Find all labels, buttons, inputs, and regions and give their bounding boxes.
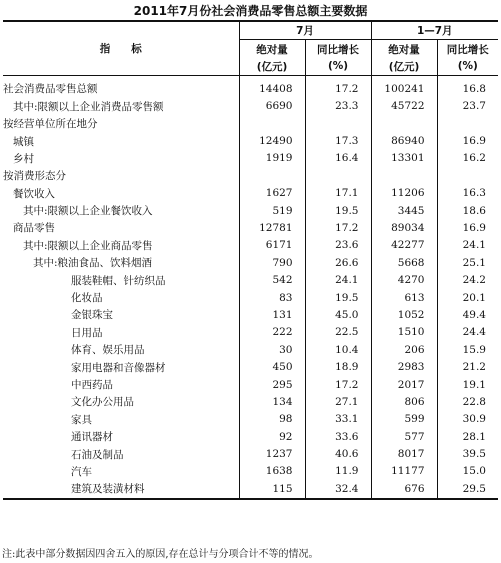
row-label: 日用品 xyxy=(3,324,239,341)
table-row xyxy=(3,150,498,167)
cell-july-yoy: 32.4 xyxy=(305,480,371,498)
cell-july-yoy: 16.4 xyxy=(305,150,371,167)
row-label: 汽车 xyxy=(3,463,239,480)
header-abs-cum: 绝对量 xyxy=(371,40,437,58)
header-group-jan-jul: 1—7月 xyxy=(371,21,498,40)
cell-july-abs: 131 xyxy=(239,306,305,323)
cell-cum-abs: 89034 xyxy=(371,219,437,236)
cell-cum-yoy: 19.1 xyxy=(462,378,486,391)
cell-cum-yoy: 30.9 xyxy=(462,413,486,426)
cell-cum-abs: 45722 xyxy=(371,98,437,115)
row-label: 其中:限额以上企业消费品零售额 xyxy=(3,98,239,115)
row-label: 通讯器材 xyxy=(3,428,239,445)
cell-cum-abs: 11177 xyxy=(371,463,437,480)
cell-cum-abs: 4270 xyxy=(371,271,437,288)
cell-july-abs: 790 xyxy=(239,254,305,271)
table-row xyxy=(3,76,498,98)
data-table xyxy=(3,20,498,500)
row-label: 中西药品 xyxy=(3,376,239,393)
cell-cum-yoy: 22.8 xyxy=(462,395,486,408)
cell-july-yoy: 23.3 xyxy=(305,98,371,115)
cell-cum-abs: 613 xyxy=(371,289,437,306)
cell-july-yoy: 45.0 xyxy=(305,306,371,323)
cell-cum-abs: 1052 xyxy=(371,306,437,323)
cell-cum-yoy: 16.3 xyxy=(462,187,486,200)
header-yoy-cum: 同比增长 xyxy=(446,43,489,56)
table-row xyxy=(3,445,498,462)
table-row xyxy=(3,376,498,393)
cell-july-abs: 1627 xyxy=(239,185,305,202)
cell-july-abs xyxy=(239,167,305,184)
header-indicator: 指 标 xyxy=(3,21,239,76)
header-yoy-july: 同比增长 xyxy=(305,40,371,58)
table-row xyxy=(3,480,498,498)
cell-cum-abs: 5668 xyxy=(371,254,437,271)
table-row xyxy=(3,428,498,445)
row-label: 建筑及装潢材料 xyxy=(3,480,239,498)
table-row xyxy=(3,289,498,306)
cell-july-abs: 6171 xyxy=(239,237,305,254)
cell-july-abs: 12781 xyxy=(239,219,305,236)
cell-july-abs: 6690 xyxy=(239,98,305,115)
cell-july-yoy: 18.9 xyxy=(305,358,371,375)
row-label: 石油及制品 xyxy=(3,445,239,462)
cell-cum-abs: 42277 xyxy=(371,237,437,254)
cell-cum-abs: 206 xyxy=(371,341,437,358)
cell-july-yoy: 24.1 xyxy=(305,271,371,288)
cell-july-abs: 1237 xyxy=(239,445,305,462)
cell-july-yoy: 23.6 xyxy=(305,237,371,254)
cell-july-abs: 1638 xyxy=(239,463,305,480)
row-label: 社会消费品零售总额 xyxy=(3,76,239,98)
table-row xyxy=(3,411,498,428)
table-row xyxy=(3,463,498,480)
cell-july-yoy xyxy=(305,167,371,184)
cell-july-yoy: 10.4 xyxy=(305,341,371,358)
cell-cum-yoy: 16.8 xyxy=(462,82,486,95)
row-label: 商品零售 xyxy=(3,219,239,236)
header-abs-unit-july: (亿元) xyxy=(239,58,305,76)
cell-july-abs xyxy=(239,115,305,132)
cell-july-abs: 98 xyxy=(239,411,305,428)
cell-july-abs: 134 xyxy=(239,393,305,410)
cell-july-abs: 12490 xyxy=(239,132,305,149)
cell-cum-abs: 1510 xyxy=(371,324,437,341)
cell-cum-abs: 2017 xyxy=(371,376,437,393)
cell-july-abs: 115 xyxy=(239,480,305,498)
table-row xyxy=(3,237,498,254)
cell-cum-yoy: 29.5 xyxy=(437,480,498,498)
row-label: 金银珠宝 xyxy=(3,306,239,323)
footnote: 注:此表中部分数据因四舍五入的原因,存在总计与分项合计不等的情况。 xyxy=(2,549,319,560)
cell-cum-yoy xyxy=(437,115,498,132)
cell-july-yoy: 33.6 xyxy=(305,428,371,445)
cell-july-yoy: 33.1 xyxy=(305,411,371,428)
cell-july-abs: 222 xyxy=(239,324,305,341)
cell-cum-abs: 806 xyxy=(371,393,437,410)
table-row xyxy=(3,306,498,323)
cell-cum-abs: 676 xyxy=(371,480,437,498)
cell-july-abs: 14408 xyxy=(239,76,305,98)
cell-cum-yoy: 18.6 xyxy=(462,204,486,217)
table-body xyxy=(3,76,498,499)
cell-july-yoy: 19.5 xyxy=(305,289,371,306)
cell-cum-yoy: 24.2 xyxy=(462,274,486,287)
table-row xyxy=(3,202,498,219)
header-yoy-unit-july: (%) xyxy=(305,58,371,76)
row-label: 家用电器和音像器材 xyxy=(3,358,239,375)
cell-cum-yoy: 24.1 xyxy=(462,239,486,252)
cell-july-yoy: 17.2 xyxy=(305,76,371,98)
cell-july-abs: 30 xyxy=(239,341,305,358)
row-label: 家具 xyxy=(3,411,239,428)
row-label: 其中:限额以上企业餐饮收入 xyxy=(3,202,239,219)
cell-cum-abs: 86940 xyxy=(371,132,437,149)
cell-cum-abs: 577 xyxy=(371,428,437,445)
header-abs-unit-cum: (亿元) xyxy=(371,58,437,76)
cell-july-abs: 450 xyxy=(239,358,305,375)
row-label: 按消费形态分 xyxy=(3,167,239,184)
cell-july-abs: 1919 xyxy=(239,150,305,167)
table-row xyxy=(3,254,498,271)
cell-cum-yoy: 25.1 xyxy=(462,256,486,269)
table-row xyxy=(3,98,498,115)
cell-july-abs: 295 xyxy=(239,376,305,393)
row-label: 按经营单位所在地分 xyxy=(3,115,239,132)
cell-july-yoy: 11.9 xyxy=(305,463,371,480)
table-row xyxy=(3,132,498,149)
cell-july-abs: 83 xyxy=(239,289,305,306)
cell-july-abs: 542 xyxy=(239,271,305,288)
table-row xyxy=(3,271,498,288)
cell-july-yoy: 26.6 xyxy=(305,254,371,271)
row-label: 城镇 xyxy=(3,132,239,149)
row-label: 餐饮收入 xyxy=(3,185,239,202)
cell-cum-yoy: 16.9 xyxy=(462,135,486,148)
cell-cum-yoy: 23.7 xyxy=(462,100,486,113)
cell-cum-yoy: 16.9 xyxy=(462,221,486,234)
cell-july-yoy: 17.2 xyxy=(305,376,371,393)
cell-cum-yoy: 20.1 xyxy=(462,291,486,304)
table-row xyxy=(3,115,498,132)
cell-cum-yoy: 28.1 xyxy=(462,430,486,443)
cell-cum-yoy: 39.5 xyxy=(462,448,486,461)
row-label: 化妆品 xyxy=(3,289,239,306)
cell-july-yoy: 40.6 xyxy=(305,445,371,462)
header-abs-july: 绝对量 xyxy=(239,40,305,58)
cell-cum-abs: 100241 xyxy=(371,76,437,98)
row-label: 乡村 xyxy=(3,150,239,167)
cell-july-yoy: 19.5 xyxy=(305,202,371,219)
cell-cum-abs: 3445 xyxy=(371,202,437,219)
header-group-july: 7月 xyxy=(239,21,371,40)
header-yoy-unit-cum: (%) xyxy=(437,58,498,76)
cell-cum-yoy: 49.4 xyxy=(462,308,486,321)
cell-cum-yoy: 15.9 xyxy=(462,343,486,356)
cell-cum-abs: 8017 xyxy=(371,445,437,462)
cell-cum-abs: 599 xyxy=(371,411,437,428)
table-row xyxy=(3,185,498,202)
cell-july-yoy: 17.3 xyxy=(305,132,371,149)
cell-july-yoy: 17.2 xyxy=(305,219,371,236)
row-label: 服装鞋帽、针纺织品 xyxy=(3,271,239,288)
cell-cum-abs xyxy=(371,115,437,132)
cell-cum-yoy: 15.0 xyxy=(462,465,486,478)
cell-cum-abs xyxy=(371,167,437,184)
cell-cum-yoy: 24.4 xyxy=(462,326,486,339)
cell-cum-yoy xyxy=(437,167,498,184)
cell-july-abs: 519 xyxy=(239,202,305,219)
table-row xyxy=(3,358,498,375)
row-label: 文化办公用品 xyxy=(3,393,239,410)
cell-july-abs: 92 xyxy=(239,428,305,445)
table-row xyxy=(3,167,498,184)
row-label: 其中:限额以上企业商品零售 xyxy=(3,237,239,254)
cell-cum-yoy: 16.2 xyxy=(462,152,486,165)
cell-cum-abs: 13301 xyxy=(371,150,437,167)
table-row xyxy=(3,219,498,236)
cell-cum-abs: 11206 xyxy=(371,185,437,202)
row-label: 体育、娱乐用品 xyxy=(3,341,239,358)
cell-july-yoy: 27.1 xyxy=(305,393,371,410)
cell-cum-abs: 2983 xyxy=(371,358,437,375)
row-label: 其中:粮油食品、饮料烟酒 xyxy=(3,254,239,271)
table-row xyxy=(3,324,498,341)
cell-cum-yoy: 21.2 xyxy=(462,361,486,374)
cell-july-yoy: 22.5 xyxy=(305,324,371,341)
cell-july-yoy: 17.1 xyxy=(305,185,371,202)
cell-july-yoy xyxy=(305,115,371,132)
page-title: 2011年7月份社会消费品零售总额主要数据 xyxy=(133,4,368,18)
table-row xyxy=(3,393,498,410)
table-row xyxy=(3,341,498,358)
